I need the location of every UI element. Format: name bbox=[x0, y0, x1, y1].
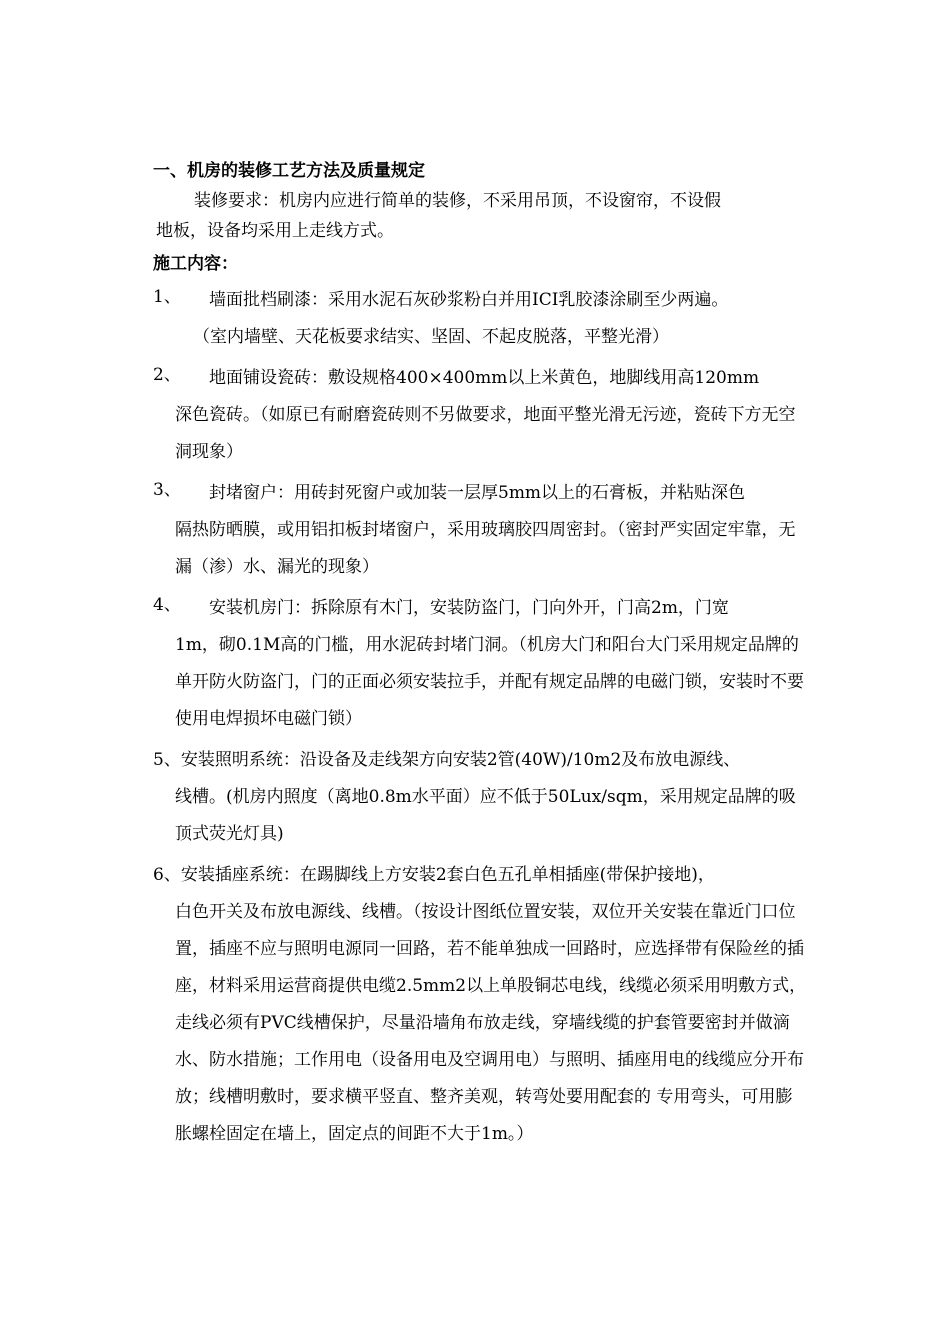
item-number: 4、 bbox=[153, 595, 181, 615]
item-first-line: 封堵窗户：用砖封死窗户或加装一层厚5mm以上的石膏板，并粘贴深色 bbox=[209, 483, 746, 503]
item-number: 3、 bbox=[153, 480, 181, 500]
item-first-line: 安装机房门：拆除原有木门，安装防盗门，门向外开，门高2m，门宽 bbox=[209, 598, 729, 618]
item-continuation: 1m，砌0.1M高的门槛，用水泥砖封堵门洞。（机房大门和阳台大门采用规定品牌的单开防火防盗门，门的正面必须安装拉手，并配有规定品牌的电磁门锁，安装时不要使用电焊损坏电磁门锁） bbox=[175, 635, 804, 729]
item-first-line: 墙面批档刷漆：采用水泥石灰砂浆粉白并用ICI乳胶漆涂刷至少两遍。 bbox=[209, 290, 729, 310]
decoration-requirement bbox=[153, 186, 808, 246]
item-number: 5、 bbox=[153, 750, 181, 770]
item-number: 1、 bbox=[153, 287, 181, 307]
list-item-4 bbox=[153, 590, 808, 738]
item-continuation: （室内墙壁、天花板要求结实、坚固、不起皮脱落，平整光滑） bbox=[193, 327, 669, 347]
item-continuation: 深色瓷砖。（如原已有耐磨瓷砖则不另做要求，地面平整光滑无污迹，瓷砖下方无空洞现象） bbox=[175, 405, 796, 462]
list-item-1 bbox=[153, 282, 808, 356]
list-item-5 bbox=[153, 742, 808, 853]
requirement-line-1: 装修要求：机房内应进行简单的装修，不采用吊顶，不设窗帘，不设假 bbox=[194, 191, 721, 211]
list-item-6 bbox=[153, 857, 808, 1153]
document-body bbox=[153, 156, 808, 1157]
construction-content-label: 施工内容： bbox=[153, 254, 238, 274]
item-continuation: 白色开关及布放电源线、线槽。（按设计图纸位置安装，双位开关安装在靠近门口位置，插座不应与照明电源同一回路，若不能单独成一回路时，应选择带有保险丝的插座，材料采用运营商提供电缆2.5mm2以上单股铜芯电线，线缆必须采用明敷方式，走线必须有PVC线槽保护，尽量沿墙角布放走线，穿墙线缆的护套管要密封并做滴水、防水措施；工作用电（设备用电及空调用电）与照明、插座用电的线缆应分开布放；线槽明敷时，要求横平竖直、整齐美观，转弯处要用配套的 专用弯头，可用膨胀螺栓固定在墙上，固定点的间距不大于1m。） bbox=[175, 902, 807, 1144]
item-first-line: 安装插座系统：在踢脚线上方安装2套白色五孔单相插座(带保护接地)， bbox=[180, 865, 715, 885]
item-continuation: 隔热防晒膜，或用铝扣板封堵窗户，采用玻璃胶四周密封。（密封严实固定牢靠，无漏（渗）水、漏光的现象） bbox=[175, 520, 796, 577]
list-item-3 bbox=[153, 475, 808, 586]
list-item-2 bbox=[153, 360, 808, 471]
requirement-line-2: 地板，设备均采用上走线方式。 bbox=[156, 221, 394, 241]
item-continuation: 线槽。(机房内照度（离地0.8m水平面）应不低于50Lux/sqm，采用规定品牌的吸顶式荧光灯具) bbox=[175, 787, 796, 844]
item-number: 2、 bbox=[153, 365, 181, 385]
item-first-line: 地面铺设瓷砖：敷设规格400×400mm以上米黄色，地脚线用高120mm bbox=[209, 368, 760, 388]
item-number: 6、 bbox=[153, 865, 181, 885]
item-first-line: 安装照明系统：沿设备及走线架方向安装2管(40W)/10m2及布放电源线、 bbox=[180, 750, 741, 770]
section-heading: 一、机房的装修工艺方法及质量规定 bbox=[153, 161, 425, 181]
